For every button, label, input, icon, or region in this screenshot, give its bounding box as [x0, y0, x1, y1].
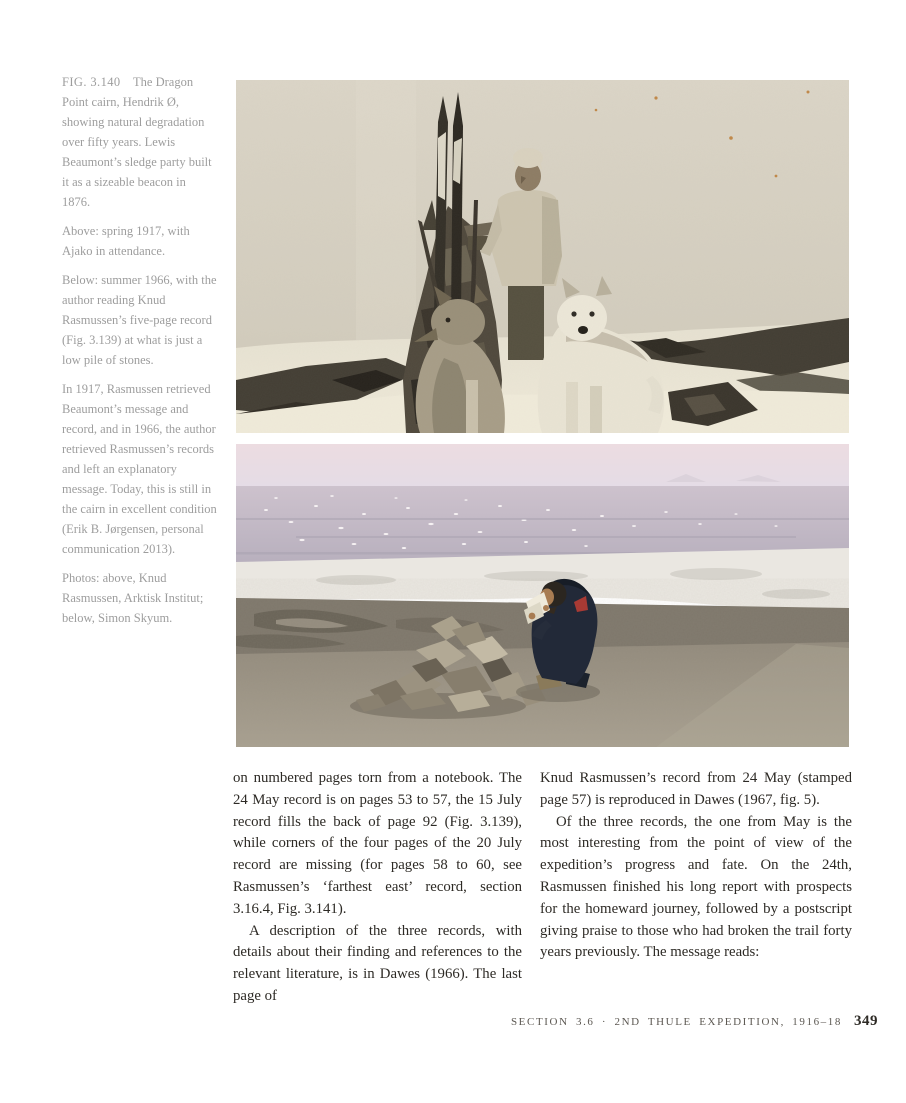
caption-paragraph-above: Above: spring 1917, with Ajako in attendance.	[62, 224, 190, 258]
figure-caption-text: The Dragon Point cairn, Hendrik Ø, showing natural degradation over fifty years. Lewis Beaumont’s sledge party built it as a sizeable beacon in 1876.	[62, 75, 212, 209]
running-footer	[511, 1013, 878, 1030]
page-number: 349	[854, 1013, 878, 1029]
body-paragraph: on numbered pages torn from a notebook. The 24 May record is on pages 53 to 57, the 15 July record fills the back of page 92 (Fig. 3.139), while corners of the four pages of the 20 July record are missing (for pages 58 to 60, see Rasmussen’s ‘farthest east’ record, section 3.16.4, Fig. 3.141).	[233, 770, 522, 917]
body-paragraph: Of the three records, the one from May is the most interesting from the point of view of the expedition’s progress and fate. On the 24th, Rasmussen finished his long report with prospects for the homeward journey, followed by a postscript giving praise to those who had broken the trail forty years previously. The message reads:	[540, 813, 852, 961]
figure-caption	[62, 72, 217, 637]
caption-paragraph-credits: Photos: above, Knud Rasmussen, Arktisk Institut; below, Simon Skyum.	[62, 571, 204, 625]
body-column-right	[540, 768, 852, 964]
figure-number: FIG. 3.140	[62, 75, 121, 89]
photo-1966-cairn	[236, 444, 849, 747]
caption-paragraph-history: In 1917, Rasmussen retrieved Beaumont’s message and record, and in 1966, the author retrieved Rasmussen’s records and left an explanatory message. Today, this is still in the cairn in excellent condition (Erik B. Jørgensen, personal communication 2013).	[62, 382, 217, 556]
body-paragraph: Knud Rasmussen’s record from 24 May (stamped page 57) is reproduced in Dawes (1967, fig. 5).	[540, 770, 852, 808]
section-label: SECTION 3.6 · 2ND THULE EXPEDITION, 1916–18	[510, 1016, 842, 1028]
caption-paragraph-below: Below: summer 1966, with the author reading Knud Rasmussen’s five-page record (Fig. 3.139) at what is just a low pile of stones.	[62, 273, 217, 367]
body-paragraph: A description of the three records, with details about their finding and references to the relevant literature, is in Dawes (1966). The last page of	[233, 922, 522, 1004]
photo-top-scene	[236, 80, 849, 433]
caption-paragraph-fig	[62, 72, 217, 212]
film-grain	[236, 80, 849, 433]
photo-bottom-scene	[236, 444, 849, 747]
pink-sky	[236, 444, 849, 490]
photo-1917-cairn	[236, 80, 849, 433]
hand	[529, 613, 536, 620]
body-column-left	[233, 768, 522, 1008]
